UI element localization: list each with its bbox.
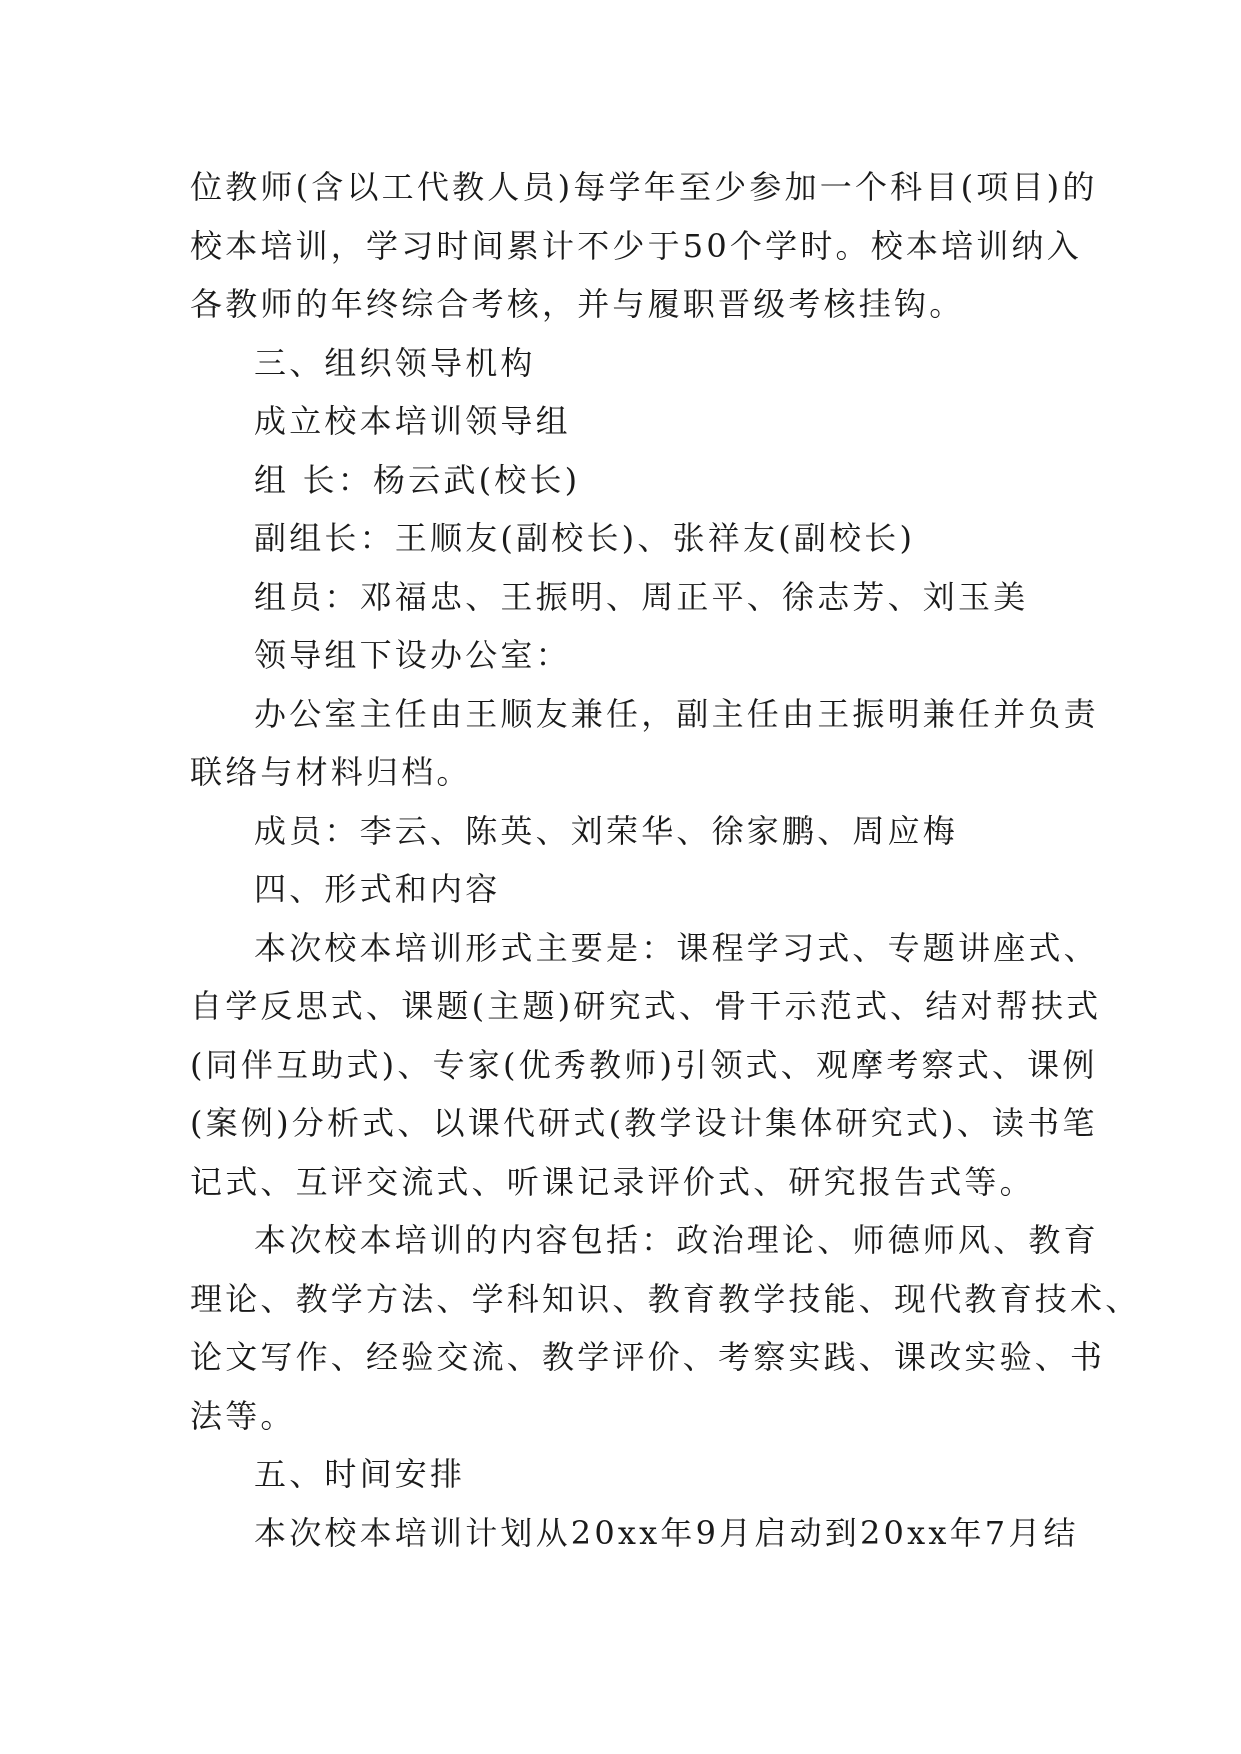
document-body [190, 158, 1141, 1562]
text-line: 成员：李云、陈英、刘荣华、徐家鹏、周应梅 [254, 811, 959, 850]
text-line: 理论、教学方法、学科知识、教育教学技能、现代教育技术、 [190, 1279, 1141, 1318]
text-line: (同伴互助式)、专家(优秀教师)引领式、观摩考察式、课例 [190, 1045, 1098, 1084]
text-line: (案例)分析式、以课代研式(教学设计集体研究式)、读书笔 [190, 1104, 1098, 1142]
text-line: 本次校本培训形式主要是：课程学习式、专题讲座式、 [254, 928, 1099, 967]
text-line: 论文写作、经验交流、教学评价、考察实践、课改实验、书 [190, 1338, 1106, 1376]
text-line: 本次校本培训计划从20xx年9月启动到20xx年7月结 [254, 1513, 1079, 1552]
section-heading: 四、形式和内容 [254, 870, 501, 908]
text-line: 联络与材料归档。 [190, 753, 472, 791]
text-line: 位教师(含以工代教人员)每学年至少参加一个科目(项目)的 [190, 168, 1098, 206]
text-line: 办公室主任由王顺友兼任，副主任由王振明兼任并负责 [254, 694, 1099, 733]
text-line: 组 长：杨云武(校长) [254, 460, 581, 499]
text-line: 记式、互评交流式、听课记录评价式、研究报告式等。 [190, 1162, 1035, 1201]
text-line: 领导组下设办公室： [254, 636, 571, 674]
text-line: 本次校本培训的内容包括：政治理论、师德师风、教育 [254, 1221, 1099, 1259]
text-line: 成立校本培训领导组 [254, 402, 571, 440]
text-line: 组员：邓福忠、王振明、周正平、徐志芳、刘玉美 [254, 577, 1029, 616]
text-line: 副组长：王顺友(副校长)、张祥友(副校长) [254, 519, 916, 557]
section-heading: 五、时间安排 [254, 1455, 466, 1493]
text-line: 校本培训，学习时间累计不少于50个学时。校本培训纳入 [190, 226, 1082, 265]
section-heading: 三、组织领导机构 [254, 343, 536, 382]
text-line: 法等。 [190, 1396, 296, 1435]
text-line: 各教师的年终综合考核，并与履职晋级考核挂钩。 [190, 285, 965, 323]
text-line: 自学反思式、课题(主题)研究式、骨干示范式、结对帮扶式 [190, 987, 1102, 1025]
